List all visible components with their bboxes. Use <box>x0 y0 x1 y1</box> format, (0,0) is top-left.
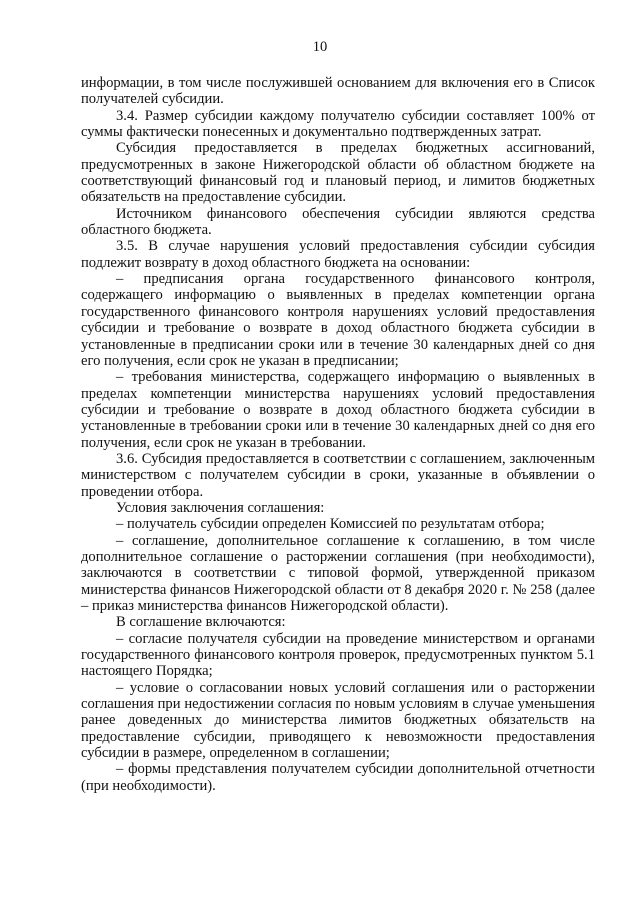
paragraph-agreement-includes-heading: В соглашение включаются: <box>116 614 286 631</box>
paragraph-agreement-conditions-heading: Условия заключения соглашения: <box>116 499 325 516</box>
list-item-prescription: – предписания органа государственного финансового контроля, содержащего информацию о выявленных в пределах компетенции органа государственного финансового контроля нарушениях условий предоставления субсидии и требование о возврате в доход областного бюджета субсидии в установленные в предписании сроки или в течение 30 календарных дней со дня его получения, если срок не указан в предписании; <box>81 271 595 369</box>
document-body <box>81 75 595 794</box>
list-item-agreement-form: – соглашение, дополнительное соглашение к соглашению, в том числе дополнительное соглашение о расторжении соглашения (при необходимости), заключаются в соответствии с типовой формой, утвержденной приказом министерства финансов Нижегородской области от 8 декабря 2020 г. № 258 (далее – приказ министерства финансов Нижегородской области). <box>81 532 595 614</box>
list-item-reporting-forms: – формы представления получателем субсидии дополнительной отчетности (при необходимости). <box>81 761 595 794</box>
list-item-inspection-consent: – согласие получателя субсидии на проведение министерством и органами государственного финансового контроля проверок, предусмотренных пунктом 5.1 настоящего Порядка; <box>81 630 595 680</box>
paragraph-continuation: информации, в том числе послужившей основанием для включения его в Список получателей субсидии. <box>81 75 595 108</box>
list-item-recipient-determined: – получатель субсидии определен Комиссией по результатам отбора; <box>116 516 545 533</box>
paragraph-funding-source: Источником финансового обеспечения субсидии являются средства областного бюджета. <box>81 205 595 239</box>
paragraph-budget-limits: Субсидия предоставляется в пределах бюджетных ассигнований, предусмотренных в законе Нижегородской области об областном бюджете на соответствующий финансовый год и плановый период, и лимитов бюджетных обязательств на предоставление субсидии. <box>81 140 595 206</box>
page-number: 10 <box>312 39 328 55</box>
paragraph-3-4: 3.4. Размер субсидии каждому получателю субсидии составляет 100% от суммы фактически понесенных и документально подтвержденных затрат. <box>81 107 595 141</box>
list-item-ministry-demand: – требования министерства, содержащего информацию о выявленных в пределах компетенции министерства нарушениях условий предоставления субсидии и требование о возврате в доход областного бюджета субсидии в установленные в требовании сроки или в течение 30 календарных дней со дня его получения, если срок не указан в требовании. <box>81 369 595 451</box>
paragraph-3-6: 3.6. Субсидия предоставляется в соответствии с соглашением, заключенным министерством с получателем субсидии в сроки, указанные в объявлении о проведении отбора. <box>81 450 595 500</box>
paragraph-3-5: 3.5. В случае нарушения условий предоставления субсидии субсидия подлежит возврату в доход областного бюджета на основании: <box>81 238 595 271</box>
list-item-new-conditions: – условие о согласовании новых условий соглашения или о расторжении соглашения при недостижении согласия по новым условиям в случае уменьшения ранее доведенных до министерства лимитов бюджетных обязательств на предоставление субсидии, приводящего к невозможности предоставления субсидии в размере, определенном в соглашении; <box>81 679 595 762</box>
